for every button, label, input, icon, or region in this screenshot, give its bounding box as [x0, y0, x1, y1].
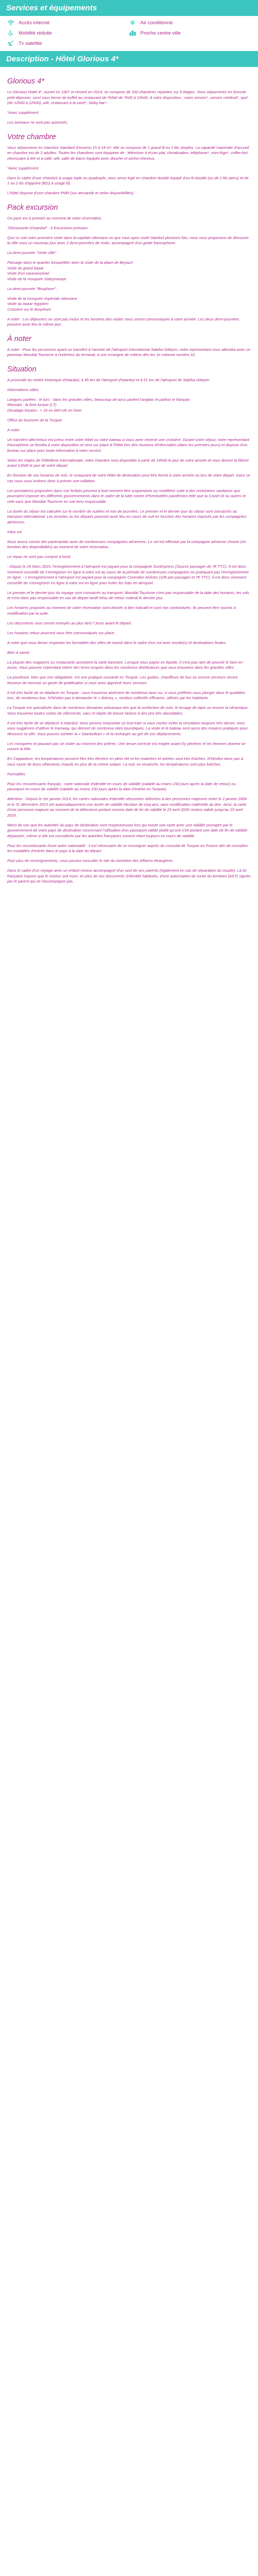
paragraph: Nous avons conclu des partenariats avec de nombreuses compagnies aériennes. Le vol est effectué par la compagnie aérienne choisie (en fonction des disponibilités) au moment de votre réservation.	[7, 539, 246, 549]
paragraph: En Cappadoce, les températures peuvent être très élevées en plein été et les matinées et soirées sont très fraîches. N'hésitez donc pas à vous munir de bons vêtements chauds en plus de la crème solaire. La nuit, en revanche, les températures sont plus fraîches.	[7, 756, 244, 767]
paragraph: *Avec supplément	[7, 165, 39, 171]
wifi-icon	[7, 20, 19, 26]
section-a-noter	[7, 335, 251, 358]
paragraph: Passage dans le quartier bosquettier avec la visite de la place de Beyazıt Visite du grand bazar Visite d'un caravansérail Visite de la mosquée Süleymaniye	[7, 260, 133, 281]
service-item-proche-centre-ville	[129, 29, 251, 37]
section-votre-chambre	[7, 133, 251, 196]
paragraph: L'hôtel dispose d'une chambre PMR (sur demande et selon disponibilités).	[7, 191, 135, 195]
services-title: Services et équipements	[0, 0, 258, 16]
service-label: Proche centre ville	[140, 30, 181, 36]
paragraph: La demi-journée "Bosphore" :	[7, 286, 58, 291]
paragraph: Les animaux ne sont pas autorisés.	[7, 120, 68, 125]
paragraph: La pourboire, bien que non obligatoire, est une pratique courante en Turquie. Les guides, chauffeurs de bus ou encore serveurs seront heureux de recevoir un geste de gratification si vous avez apprécié leurs services.	[7, 675, 238, 685]
paragraph: A noter que vous devez respecter les formalités des villes de transit dans le cadre d'un vol avec escale(s) et destinations finales.	[7, 640, 227, 645]
section-pack-excursion	[7, 204, 251, 328]
paragraph: Dans le cadre d'une chambre à usage triple ou quadruple, vous serez logé en chambre double équipé d'un lit double (ou de 2 lits twins) et de 1 ou 2 lits d'appoint (lit(s) à usage lit).	[7, 175, 249, 185]
paragraph: La plupart des magasins ou restaurants acceptent la carte bancaire. Lorsque vous payez en liquide, il n'est pas rare de pouvoir le faire en euros. Vous pourrez cependant retirer des livres turques dans les nombreux distributeurs que vous trouverez dans les grandes villes.	[7, 659, 243, 670]
service-label: Mobilité réduite	[19, 30, 52, 36]
paragraph: Selon les règles de l'hôtellerie internationale, votre chambre sera disponible à partir de 14h00 le jour de votre arrivée et vous devrez la libérer avant 12h00 le jour de votre départ.	[7, 457, 249, 468]
paragraph: Langues parlées : le turc - dans les grandes villes, beaucoup de turcs parlent l'anglais et parfois le français Monnaie : la livre turque (LT) Décalage horaire : + 1h en été/+2h en hiver	[7, 397, 190, 413]
paragraph: Le premier et le dernier jour du voyage sont consacrés au transport. Mondial Tourisme n'est pas responsable de la date des horaires, les vols et n'est donc pas responsable en cas de départ tardif et/ou de retour matinal le dernier jour.	[7, 590, 249, 600]
paragraph: A proximité du centre historique d'Istanbul, à 45 km de l'aéroport d'Istanbul et à 51 km de l'aéroport de Sabiha Gökçen	[7, 377, 209, 382]
paragraph: - Depuis le 26 Mars 2023, l'enregistrement à l'aéroport est payant pour la compagnie SunExpress (Source passager de 7€ TTC). Il est donc vivement conseillé de s'enregistrer en ligne à votre vol au cours de la période de nombreuses compagnies ne pratiquant pas l'enregistrement en ligne. - L'enregistrement à l'aéroport est payant pour la compagnie Corendon Airlines (10€ par passager et 7€ TTC). Il est donc vivement conseillé de s'enregistrer en ligne à votre vol en ligne pour éviter les frais en aéroport.	[7, 564, 249, 585]
services-section	[0, 0, 258, 51]
paragraph: Infos vol	[7, 529, 22, 534]
paragraph: Que ce soit votre première visite dans la capitale ottomane ou que vous ayez visité Istanbul plusieurs fois, nous vous proposons de découvrir la ville sous un nouveau jour avec 2 demi-journées de visite, accompagné d'un guide francophone.	[7, 235, 249, 245]
paragraph: La durée du séjour est calculée sur le nombre de nuitées et non de journées. Le premier et le dernier jour du séjour sont consacrés au transport international. Les arrivées ou les départs pourront avoir lieu en cours de nuit en fonction des horaires imposés par les compagnies aériennes.	[7, 509, 247, 524]
paragraph: Pour plus de renseignements, vous pouvez consulter le site du ministère des Affaires étrangères.	[7, 858, 174, 863]
paragraph: Les documents vous seront envoyés au plus tard 7 jours avant le départ.	[7, 620, 132, 625]
section-heading: Glorious 4*	[7, 77, 44, 86]
section-situation	[7, 365, 251, 885]
section-glorious-4	[7, 77, 251, 126]
paragraph: A noter : Les déjeuners ne sont pas inclus et les horaires des visites vous seront communiqués à votre arrivée. Les deux demi-journées peuvent avoir lieu le même jour.	[7, 316, 239, 327]
paragraph: Le repas ne sont pas compris à bord.	[7, 554, 71, 559]
paragraph: Les mosquées et pouvant pas se visiter au moment des prières. Une tenue correcte est exigée avant d'y pénétrer et les femmes doivent se couvrir la tête.	[7, 741, 246, 751]
paragraph: Merci de voir que les autorités du pays de destination sont respectueuses lors qui existe une carte avec une validité prorogée par le gouvernement de votre pays de destination concernant l'utilisation d'un passeport valide plutôt qu'une CNI portant une date de fin de validité dépassée, même si elle est considérée par les autorités françaises comme étant toujours en cours de validité.	[7, 822, 248, 838]
paragraph: Ce pack est à prendre au moment de votre réservation.	[7, 215, 102, 221]
snowflake-icon	[129, 20, 140, 26]
service-label: Accès internet	[19, 20, 50, 26]
paragraph: Bien à savoir	[7, 650, 30, 655]
service-item-mobilite-reduite	[7, 29, 129, 37]
description-title: Description - Hôtel Glorious 4*	[0, 51, 258, 67]
city-icon	[129, 30, 140, 36]
paragraph: Il est très facile de se déplacer en Turquie : vous trouverez aisément de nombreux taxis ou, si vous préférez vous plonger dans le quotidien turc, de nombreux bus. N'hésitez pas à demander le « dolmuş », minibus collectifs efficaces, utilisés par les habitants.	[7, 690, 246, 700]
description-section	[0, 51, 258, 894]
paragraph: Informations utiles	[7, 387, 39, 392]
paragraph: Formalités	[7, 771, 26, 776]
paragraph: Les horaires proposés au moment de votre réservation sont donnés à titre indicatif et sont non contractuels. Ils peuvent être soumis à modification par la suite.	[7, 605, 236, 616]
paragraph: Les prestations proposées dans nos forfaits peuvent à tout moment être suspendues ou modifiées suite à des restrictions sanitaires que pourraient imposer les différents gouvernements dans le cadre de la lutte contre d'éventuelles pandémies telle que la Covid-19 ou autres et cela sans que Mondial Tourisme en soit tenu responsable.	[7, 488, 246, 504]
paragraph: Pour les ressortissants d'une autre nationalité : il est nécessaire de se renseigner auprès du consulat de Turquie en France afin de connaître les modalités d'entrée dans le pays à la date du départ.	[7, 843, 248, 853]
paragraph: La demi-journée "Visite ville" :	[7, 250, 58, 255]
paragraph: Le Glorious Hotel 4*, ouvert en 1967 et rénové en 2014, se compose de 100 chambres réparties sur 6 étages. Vous séjournerez en formule petit déjeuner, servi sous forme de buffet au restaurant de l'hôtel de 7h00 à 10h00. A votre disposition : room service*, service médical*, spa* (de 12h00 à 22h00), wifi, restaurant à la carte*, lobby bar*.	[7, 90, 248, 105]
section-heading: À noter	[7, 334, 31, 343]
paragraph: A noter : Pour les personnes ayant un transfert à l'arrivée de l'aéroport International Sabiha Gökçen, notre représentant vous attendra avec un panneau Mondial Tourisme à l'extérieur du terminal, à une enseigne de métrox dès les 1e colonne numéro 10.	[7, 347, 251, 357]
paragraph: Les horaires retour pourront vous être communiqués sur place.	[7, 630, 116, 635]
service-label: Tv satellite	[19, 40, 42, 46]
section-heading: Pack excursion	[7, 203, 58, 212]
paragraph: "Découverte d'Istanbul" : 6 Excursions prévues	[7, 225, 88, 230]
paragraph: La Turquie est spécialisée dans de nombreux domaines artisanaux tels que la confection de soie, le tissage de tapis ou encore la céramique. Vous trouverez toutes sortes de vêtements, sacs et objets de bonne facture à des prix très abordables.	[7, 705, 249, 716]
service-label: Air conditionné	[140, 20, 173, 26]
paragraph: Un transfert aller/retour est prévu entre votre hôtel ou votre bateau si vous avez réservé une croisière. Durant votre séjour, notre représentant francophone se tiendra à votre disposition et sera sur place à l'hôtel lors des réunions d'information (dans les premiers jours) et dispose d'un bureau sur place pour toute information à votre service.	[7, 437, 249, 453]
paragraph: Visite de la mosquée impériale ottomane Visite du bazar égyptien Croisière sur le Bosphore	[7, 296, 77, 312]
services-list	[0, 16, 258, 51]
paragraph: *Avec supplément	[7, 110, 39, 115]
paragraph: Attention : Depuis le 1er janvier 2014, les cartes nationales d'identité sécurisées délivrées à des personnes majeures entre le 2 janvier 2004 et le 31 décembre 2013 ont automatiquement une durée de validité étendue de cinq ans, sans modification matérielle du titre. Ainsi, la carte d'une personne majeure au moment de la délivrance portant comme date de fin de validité le 23 avril 2020 restera valide jusqu'au 23 avril 2025.	[7, 796, 247, 818]
paragraph: Dans le cadre d'un voyage avec un enfant mineur accompagné d'un seul de ses parents (également en cas de séparation du couple). La loi française impose que le mineur soit muni, en plus de ses documents d'identité habituels, d'une autorisation de sortie du territoire (AST) signée par le parent qui ne l'accompagne pas.	[7, 868, 251, 884]
paragraph: En fonction de vos horaires de vols, le restaurant de votre hôtel de destination peut être fermé à votre arrivée ou lors de votre départ. Dans ce cas nous vous invitons donc à prévoir une collation.	[7, 473, 250, 483]
paragraph: Office du tourisme de la Turquie	[7, 417, 62, 422]
service-item-acces-internet	[7, 19, 129, 26]
service-item-air-conditionne	[129, 19, 251, 26]
paragraph: Vous séjournerez en chambre standard d'environ 15 à 18 m², elle se compose de 1 grand lit ou 2 lits simples. La capacité maximale d'accueil en chambre est de 2 adultes. Toutes les chambres sont équipées de : télévision à écran plat, climatisation, téléphone*, mini-frigo*, coffre-fort, nécessaire à thé et à café, wifi, salle de bains équipée avec douche et sèche-cheveux.	[7, 145, 249, 161]
paragraph: A noter	[7, 427, 20, 432]
service-item-tv-satellite	[7, 40, 129, 47]
wheelchair-icon	[7, 30, 19, 36]
description-content	[0, 67, 258, 894]
satellite-icon	[7, 40, 19, 46]
paragraph: Il est très facile de se déplacer à Istanbul. Vous pouvez emprunter un tout train si vous voulez éviter la circulation toujours très dense, vous vous suggérons d'utiliser le tramway, qui dessert de nombreux sites touristiques. La visite et le bateau sont aussi des moyens pratiques pour découvrir la ville. Vous pouvez acheter la « İstanbulkart » et la recharger au gré de vos déplacements.	[7, 720, 248, 736]
section-heading: Situation	[7, 365, 37, 374]
paragraph: Pour les ressortissants français : carte nationale d'identité en cours de validité (valable au moins 150 jours après la date de retour) ou passeport en cours de validité (valable au moins 150 jours après la date d'entrée en Turquie).	[7, 781, 236, 791]
section-heading: Votre chambre	[7, 132, 56, 141]
